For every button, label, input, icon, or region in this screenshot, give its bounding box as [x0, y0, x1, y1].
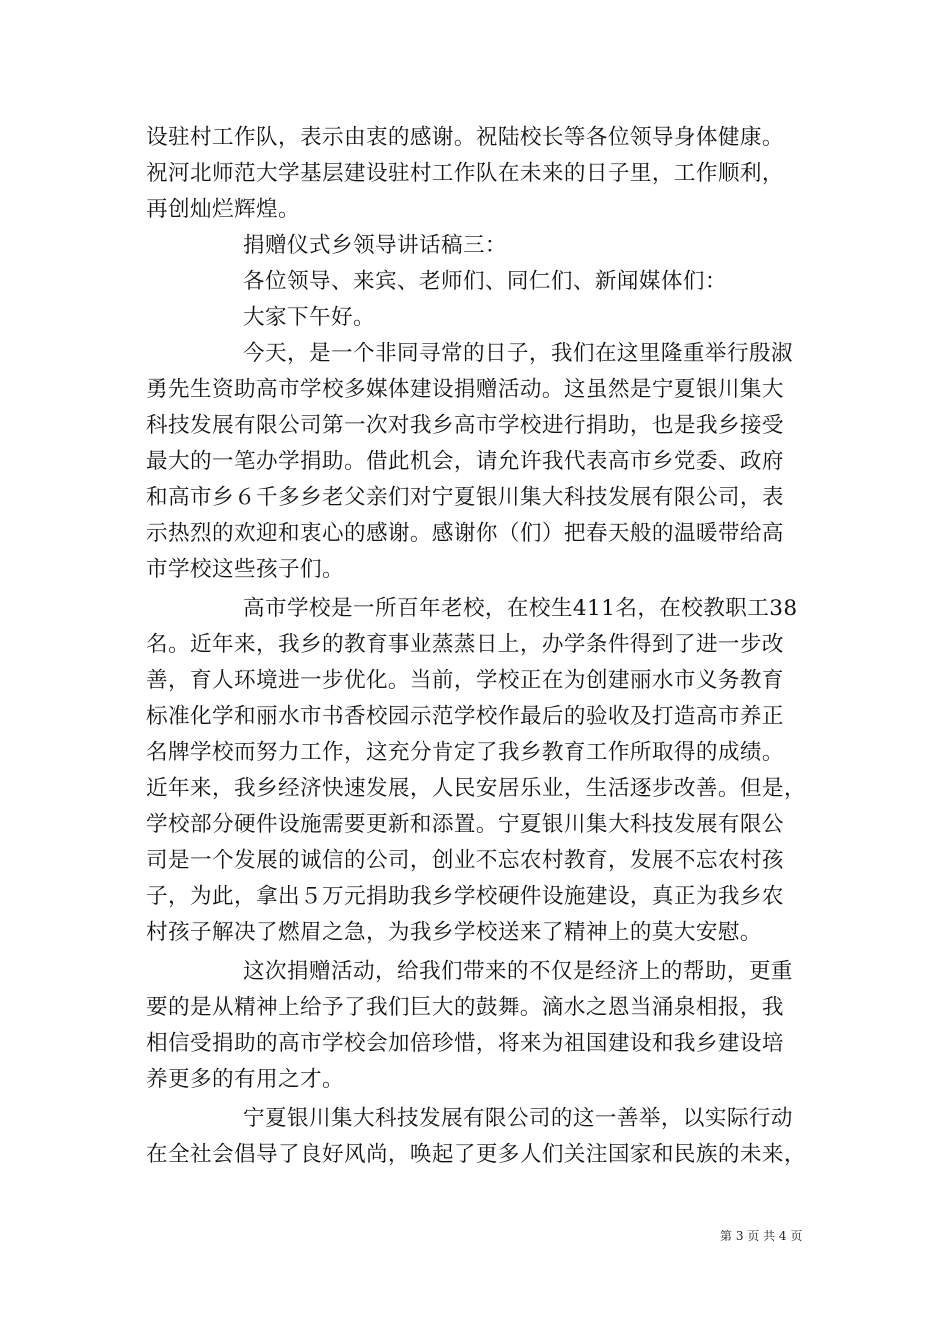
paragraph: [146, 954, 808, 1098]
text-line: 在全社会倡导了良好风尚，唤起了更多人们关注国家和民族的未来，: [146, 1142, 806, 1167]
text-line: 学校部分硬件设施需要更新和添置。宁夏银川集大科技发展有限公: [146, 812, 784, 837]
text-line: 和高市乡６千多乡老父亲们对宁夏银川集大科技发展有限公司，表: [146, 485, 784, 510]
paragraph: [146, 1101, 808, 1173]
text-line: 善，育人环境进一步优化。当前，学校正在为创建丽水市义务教育: [146, 668, 784, 693]
greeting: [146, 300, 808, 336]
text-line: 各位领导、来宾、老师们、同仁们、新闻媒体们：: [243, 269, 727, 294]
section-heading: [146, 228, 808, 264]
text-line: 祝河北师范大学基层建设驻村工作队在未来的日子里，工作顺利，: [146, 161, 784, 186]
text-line: 相信受捐助的高市学校会加倍珍惜，将来为祖国建设和我乡建设培: [146, 1031, 784, 1056]
text-line: 高市学校是一所百年老校，在校生411名，在校教职工38: [243, 596, 798, 621]
text-line: 宁夏银川集大科技发展有限公司的这一善举，以实际行动: [243, 1106, 793, 1131]
text-line: 要的是从精神上给予了我们巨大的鼓舞。滴水之恩当涌泉相报，我: [146, 995, 784, 1020]
text-line: 名牌学校而努力工作，这充分肯定了我乡教育工作所取得的成绩。: [146, 740, 784, 765]
text-line: 近年来，我乡经济快速发展，人民安居乐业，生活逐步改善。但是，: [146, 776, 806, 801]
document-body: [146, 120, 808, 1173]
text-line: 今天，是一个非同寻常的日子，我们在这里隆重举行殷淑: [243, 341, 793, 366]
text-line: 勇先生资助高市学校多媒体建设捐赠活动。这虽然是宁夏银川集大: [146, 377, 784, 402]
text-line: 大家下午好。: [243, 305, 375, 330]
text-line: 子，为此，拿出５万元捐助我乡学校硬件设施建设，真正为我乡农: [146, 884, 784, 909]
text-line: 名。近年来，我乡的教育事业蒸蒸日上，办学条件得到了进一步改: [146, 632, 784, 657]
text-line: 村孩子解决了燃眉之急，为我乡学校送来了精神上的莫大安慰。: [146, 920, 762, 945]
text-line: 捐赠仪式乡领导讲话稿三：: [243, 233, 507, 258]
salutation: [146, 264, 808, 300]
text-line: 这次捐赠活动，给我们带来的不仅是经济上的帮助，更重: [243, 959, 793, 984]
text-line: 司是一个发展的诚信的公司，创业不忘农村教育，发展不忘农村孩: [146, 848, 784, 873]
text-line: 示热烈的欢迎和衷心的感谢。感谢你（们）把春天般的温暖带给高: [146, 521, 784, 546]
paragraph: [146, 336, 808, 588]
text-line: 设驻村工作队，表示由衷的感谢。祝陆校长等各位领导身体健康。: [146, 125, 784, 150]
text-line: 市学校这些孩子们。: [146, 557, 344, 582]
paragraph: [146, 591, 808, 951]
page-number-footer: 第 3 页 共 4 页: [720, 1229, 803, 1243]
paragraph: [146, 120, 808, 228]
text-line: 养更多的有用之才。: [146, 1067, 344, 1092]
text-line: 最大的一笔办学捐助。借此机会，请允许我代表高市乡党委、政府: [146, 449, 784, 474]
text-line: 科技发展有限公司第一次对我乡高市学校进行捐助，也是我乡接受: [146, 413, 784, 438]
text-line: 再创灿烂辉煌。: [146, 197, 300, 222]
text-line: 标准化学和丽水市书香校园示范学校作最后的验收及打造高市养正: [146, 704, 784, 729]
